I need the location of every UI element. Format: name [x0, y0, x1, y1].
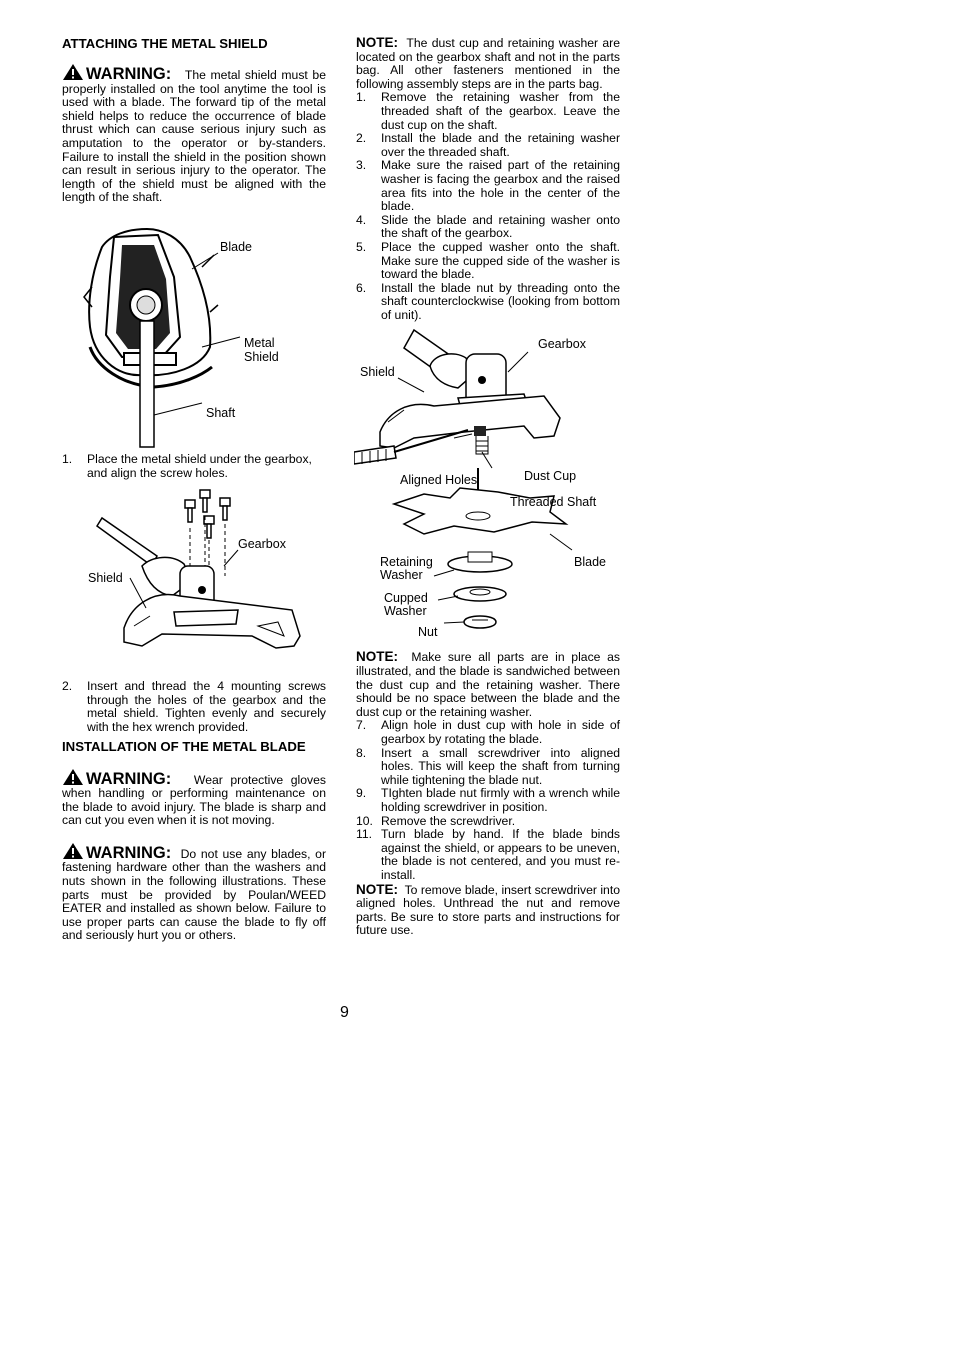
- warning-label: WARNING:: [86, 769, 172, 788]
- list-item: [356, 719, 620, 746]
- step-number: 3.: [356, 158, 367, 173]
- fig1-label-shaft: Shaft: [206, 405, 236, 420]
- list-item: [62, 680, 326, 734]
- list-item: [356, 241, 620, 282]
- step-text: Place the cupped washer onto the shaft. Make sure the cupped side of the washer is toward the blade.: [381, 239, 620, 282]
- step-text: Insert and thread the 4 mounting screws through the holes of the gearbox and the metal shield. Tighten evenly and securely with the hex wrench provided.: [87, 679, 326, 734]
- step-number: 10.: [356, 813, 373, 828]
- page-number: 9: [340, 1004, 349, 1021]
- fig1-label-blade: Blade: [220, 239, 252, 254]
- step-number: 4.: [356, 212, 367, 227]
- metal-shield-figure: [62, 217, 326, 449]
- steps-left-1: [62, 453, 326, 480]
- note-label: NOTE:: [356, 35, 398, 50]
- warning-text-1: The metal shield must be properly installed on the tool anytime the tool is used with a blade. The forward tip of the metal shield helps to reduce the occurrence of blade thrust which can cause serious injury such as amputation to the operator or by-standers. Failure to install the shield in the position shown can result in serious injury to the operator. The length of the shield must be aligned with the length of the shaft.: [62, 68, 326, 205]
- fig3-label-washer: Washer: [380, 568, 423, 583]
- note-label: NOTE:: [356, 649, 398, 665]
- step-number: 1.: [62, 451, 73, 466]
- fig3-label-cupped: Cupped: [384, 591, 428, 606]
- warning-label: WARNING:: [86, 843, 172, 862]
- blade-assembly-figure: [354, 328, 618, 644]
- heading-installation-metal-blade: INSTALLATION OF THE METAL BLADE: [62, 738, 306, 754]
- fig1-label-metal: Metal: [244, 335, 275, 350]
- step-text: Insert a small screwdriver into aligned holes. This will keep the shaft from turning while tightening the blade nut.: [381, 745, 620, 787]
- step-text: Install the blade nut by threading onto the shaft counterclockwise (looking from bottom of unit).: [381, 280, 620, 322]
- note-text-3: To remove blade, insert screwdriver into aligned holes. Unthread the nut and remove parts. Be sure to store parts and instructions for future use.: [356, 882, 620, 938]
- fig3-label-shield: Shield: [360, 365, 395, 380]
- fig3-label-aligned-holes: Aligned Holes: [400, 473, 478, 488]
- step-text: Remove the screwdriver.: [381, 813, 516, 828]
- fig3-label-blade: Blade: [574, 555, 606, 570]
- warning-triangle-icon: [62, 842, 84, 860]
- gearbox-screws-figure: [62, 486, 326, 676]
- note-paragraph-1: [356, 36, 620, 91]
- step-number: 7.: [356, 718, 367, 733]
- list-item: [356, 787, 620, 814]
- note-label: NOTE:: [356, 881, 398, 897]
- fig3-label-threaded-shaft: Threaded Shaft: [510, 495, 597, 510]
- step-text: Remove the retaining washer from the threaded shaft of the gearbox. Leave the dust cup on the shaft.: [381, 90, 620, 132]
- note-paragraph-2: [356, 650, 620, 719]
- list-item: [356, 282, 620, 323]
- step-text: Make sure the raised part of the retaining washer is facing the gearbox and the raised area fits into the hole in the center of the blade.: [381, 158, 620, 214]
- step-text: Place the metal shield under the gearbox, and align the screw holes.: [87, 451, 312, 480]
- left-column: [62, 36, 326, 943]
- fig3-label-washer-2: Washer: [384, 604, 427, 619]
- fig2-label-shield: Shield: [88, 571, 123, 586]
- step-number: 5.: [356, 239, 367, 254]
- warning-triangle-icon: [62, 768, 84, 786]
- list-item: [356, 214, 620, 241]
- step-number: 8.: [356, 745, 367, 760]
- steps-right-1: [356, 91, 620, 322]
- step-number: 6.: [356, 280, 367, 295]
- list-item: [356, 132, 620, 159]
- step-text: Slide the blade and retaining washer onto the shaft of the gearbox.: [381, 212, 620, 241]
- warning-paragraph-2: [62, 768, 326, 828]
- step-number: 2.: [356, 131, 367, 146]
- warning-paragraph-1: [62, 63, 326, 205]
- warning-text-3: Do not use any blades, or fastening hardware other than the washers and nuts shown in the following illustrations. These parts must be provided by Poulan/WEED EATER and installed as shown below. Failure to use proper parts can cause the blade to fly off and seriously hurt you or others.: [62, 846, 326, 943]
- heading-attaching-metal-shield: ATTACHING THE METAL SHIELD: [62, 36, 268, 51]
- step-number: 11.: [356, 827, 373, 842]
- fig3-label-retaining: Retaining: [380, 555, 433, 570]
- fig2-label-gearbox: Gearbox: [238, 537, 286, 552]
- list-item: [62, 453, 326, 480]
- warning-text-2: Wear protective gloves when handling or performing maintenance on the blade to avoid injury. The blade is sharp and can cut you even when it is not moving.: [62, 772, 326, 828]
- fig3-label-gearbox: Gearbox: [538, 337, 586, 352]
- note-paragraph-3: [356, 883, 620, 938]
- fig1-label-shield: Shield: [244, 349, 279, 364]
- step-number: 9.: [356, 786, 367, 801]
- note-text-1: The dust cup and retaining washer are located on the gearbox shaft and not in the parts bag. All other fasteners mentioned in the following assembly steps are in the parts bag.: [356, 36, 620, 91]
- step-text: TIghten blade nut firmly with a wrench while holding screwdriver in position.: [381, 786, 620, 814]
- step-number: 1.: [356, 90, 367, 105]
- list-item: [356, 828, 620, 882]
- note-text-2: Make sure all parts are in place as illustrated, and the blade is sandwiched between the dust cup and the retaining washer. There should be no space between the blade and the dust cup or the retaining washer.: [356, 650, 620, 719]
- fig3-label-dust-cup: Dust Cup: [524, 469, 577, 484]
- step-text: Align hole in dust cup with hole in side of gearbox by rotating the blade.: [381, 718, 620, 747]
- list-item: [356, 815, 620, 829]
- steps-right-2: [356, 719, 620, 882]
- warning-triangle-icon: [62, 63, 84, 81]
- steps-left-2: [62, 680, 326, 734]
- list-item: [356, 91, 620, 132]
- warning-paragraph-3: [62, 842, 326, 943]
- step-text: Install the blade and the retaining washer over the threaded shaft.: [381, 131, 620, 159]
- warning-label: WARNING:: [86, 65, 172, 83]
- fig3-label-nut: Nut: [418, 625, 438, 640]
- list-item: [356, 159, 620, 213]
- step-number: 2.: [62, 679, 73, 694]
- step-text: Turn blade by hand. If the blade binds against the shield, or appears to be uneven, the blade is not centered, and you must re-install.: [381, 827, 620, 882]
- list-item: [356, 747, 620, 788]
- right-column: [356, 36, 620, 938]
